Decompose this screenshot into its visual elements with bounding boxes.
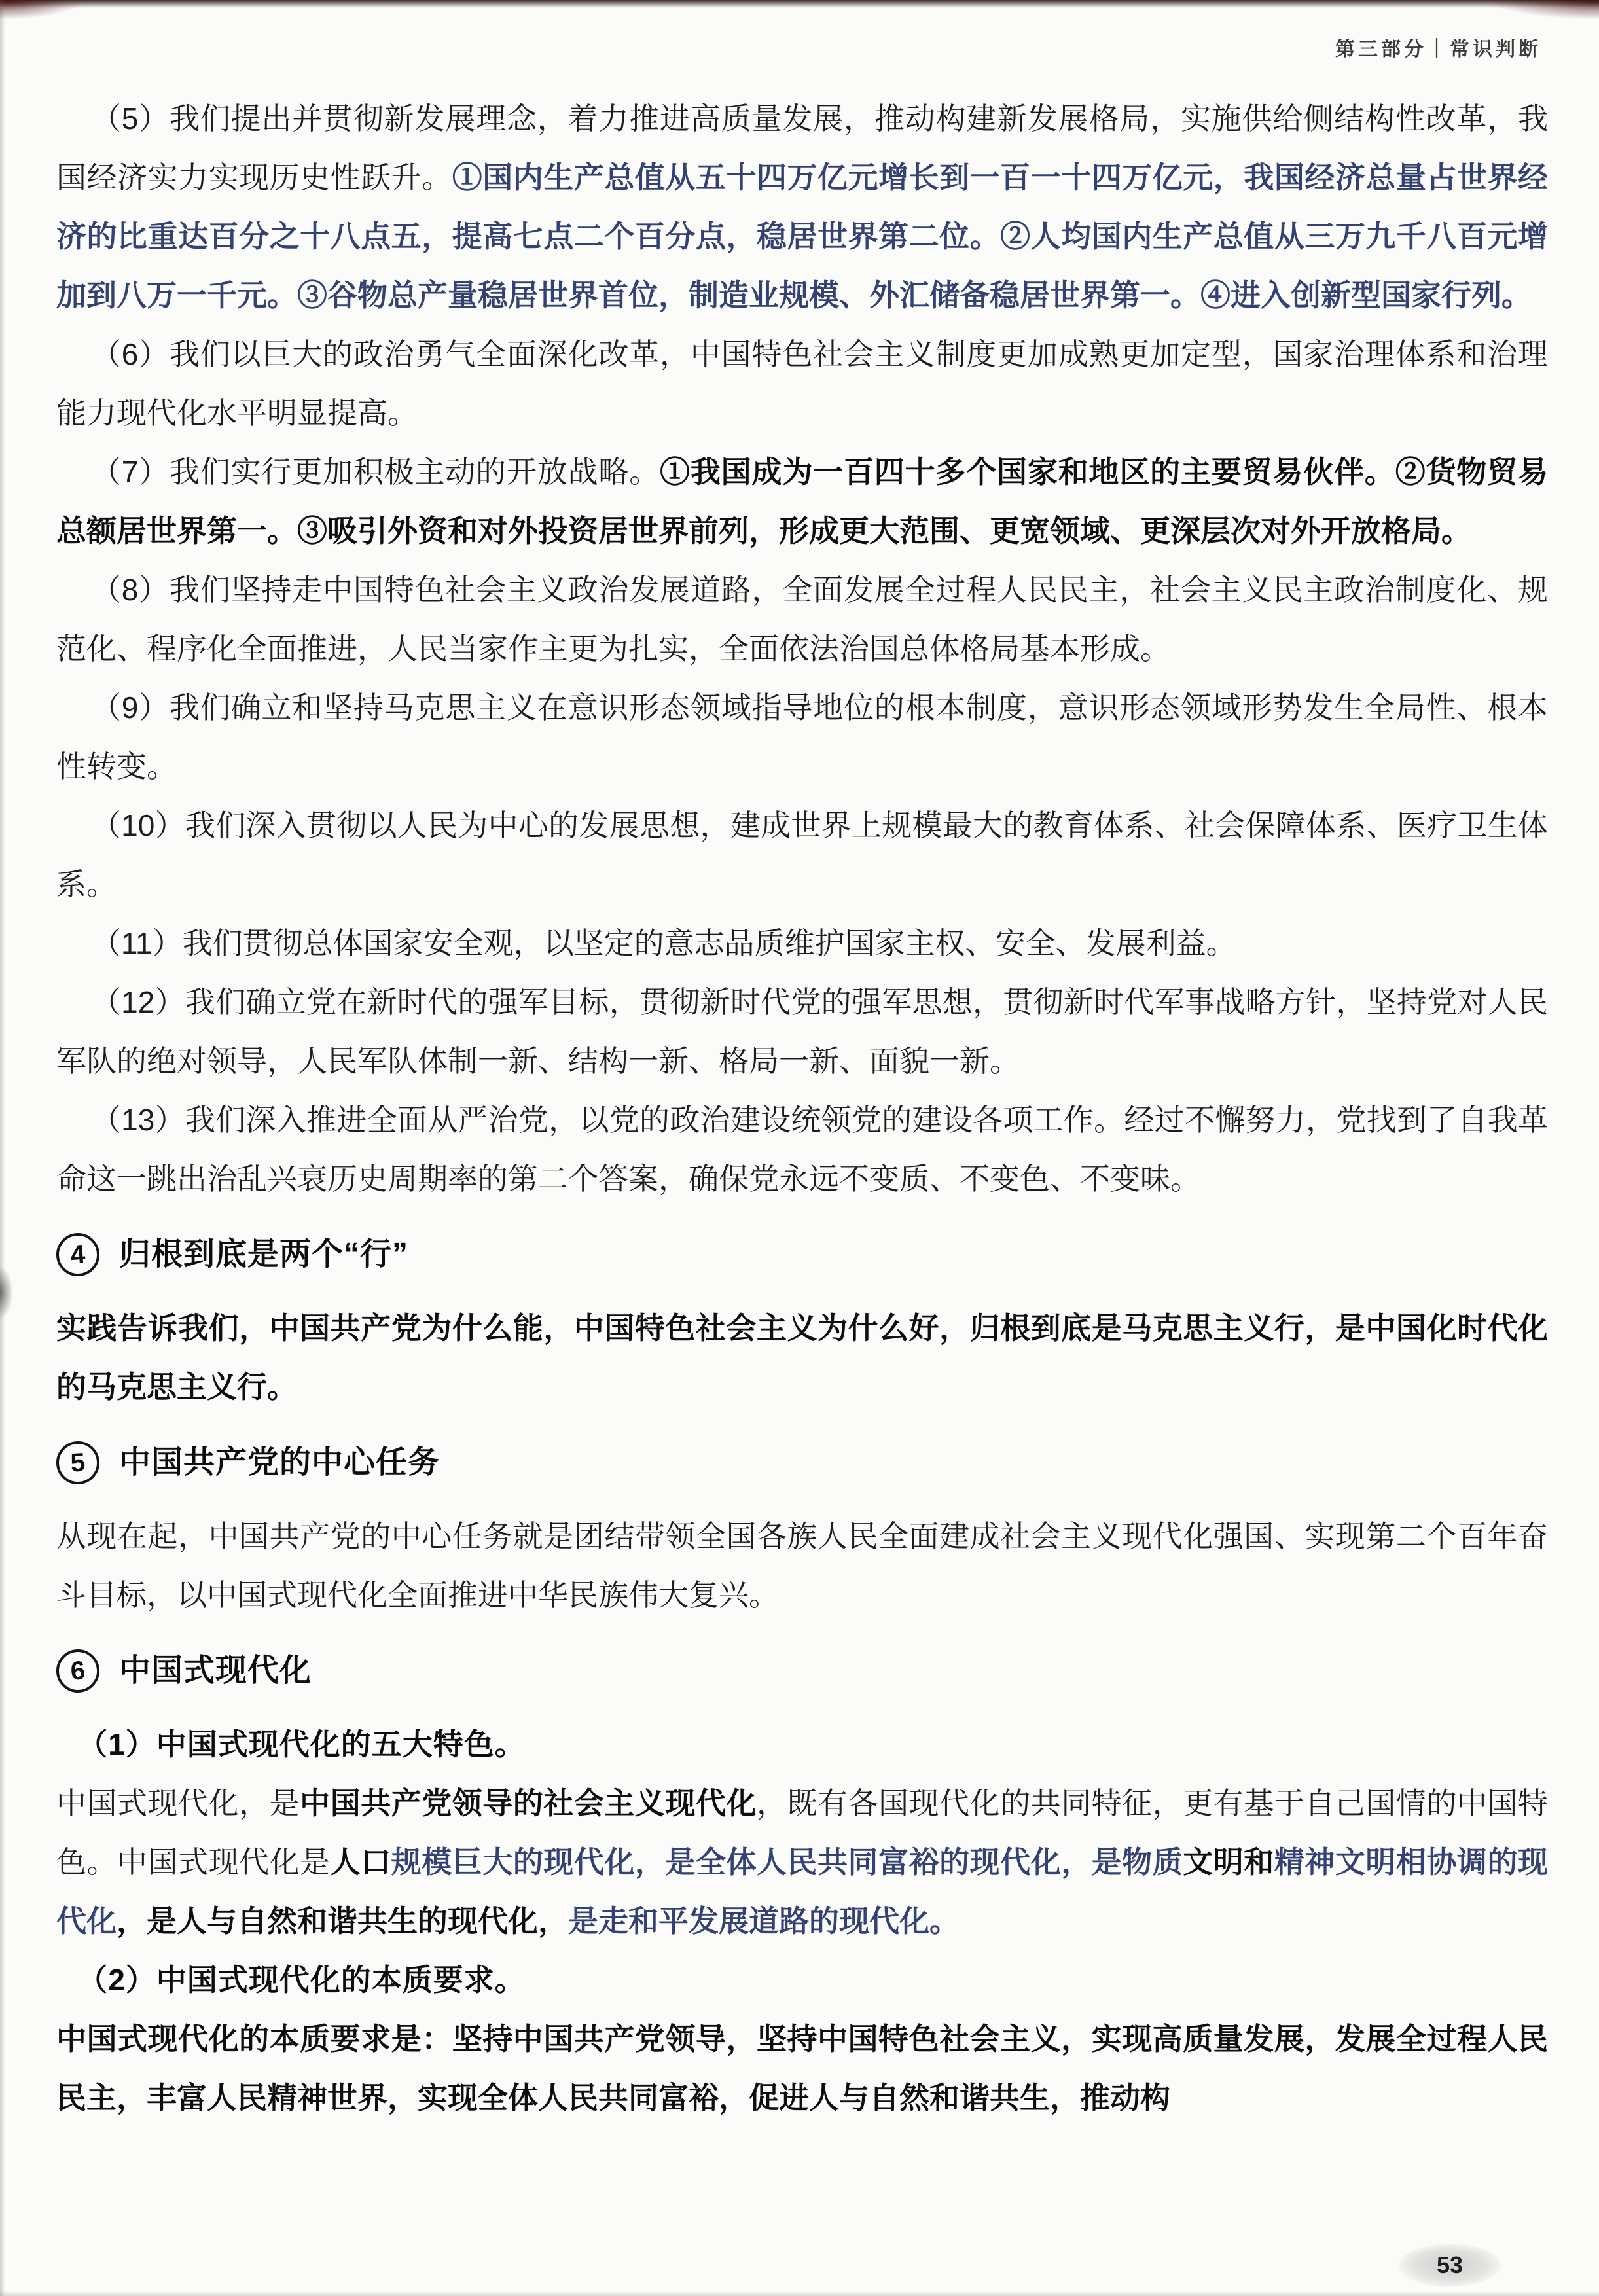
text-segment: ①我国成为一百四十多个国家和地区的主要贸易伙伴。②货物贸易总额居世界第一。③吸引外资和对外投资居世界前列，形成更大范围、更宽领域、更深层次对外开放格局。 <box>56 455 1548 548</box>
text-segment: （7）我们实行更加积极主动的开放战略。 <box>90 455 660 489</box>
paragraph <box>56 1507 1548 1624</box>
scan-edge-top <box>0 0 1599 8</box>
section-title: 归根到底是两个“行” <box>119 1237 409 1272</box>
text-segment: 中国式现代化，是 <box>56 1786 300 1820</box>
text-segment: ①国内生产总值从五十四万亿元增长到一百一十四万亿元，我国经济总量占世界经济的比重达百分之十八点五，提高七点二个百分点，稳居世界第二位。②人均国内生产总值从三万九千八百元增加到八万一千元。③谷物总产量稳居世界首位，制造业规模、外汇储备稳居世界第一。④进入创新型国家行列。 <box>56 160 1549 312</box>
paragraph <box>56 442 1548 560</box>
circled-number: 6 <box>55 1648 101 1694</box>
paragraph <box>56 1774 1548 1950</box>
paragraph <box>56 914 1548 973</box>
circled-number: 4 <box>55 1232 101 1278</box>
paragraph <box>56 325 1548 442</box>
text-segment: （8）我们坚持走中国特色社会主义政治发展道路，全面发展全过程人民民主，社会主义民主政治制度化、规范化、程序化全面推进，人民当家作主更为扎实，全面依法治国总体格局基本形成。 <box>56 573 1548 666</box>
text-segment: 是走和平发展道路的现代化。 <box>568 1904 960 1938</box>
text-segment: ，是人与自然和谐共生的现代化， <box>117 1904 568 1938</box>
paragraph <box>56 973 1548 1090</box>
sub-heading: （2）中国式现代化的本质要求。 <box>77 1963 526 1997</box>
paragraph <box>56 1090 1548 1208</box>
scan-corner-top-left <box>0 0 85 20</box>
text-segment: （12）我们确立党在新时代的强军目标，贯彻新时代党的强军思想，贯彻新时代军事战略方针，坚持党对人民军队的绝对领导，人民军队体制一新、结构一新、格局一新、面貌一新。 <box>56 985 1548 1078</box>
text-segment: （11）我们贯彻总体国家安全观，以坚定的意志品质维护国家主权、安全、发展利益。 <box>90 926 1236 960</box>
text-segment: 中国式现代化的本质要求是：坚持中国共产党领导，坚持中国特色社会主义，实现高质量发展，发展全过程人民民主，丰富人民精神世界，实现全体人民共同富裕，促进人与自然和谐共生，推动构 <box>56 2022 1548 2115</box>
text-segment: 中国共产党领导的社会主义现代化 <box>300 1786 757 1820</box>
scan-artifact-left <box>0 1266 13 1319</box>
text-segment: （5）我们提出并贯彻新发展理念，着力推进高质量发展，推动构建新发展格局，实施供给侧结构性改革，我国经济实力实现历史性跃升。 <box>56 101 1548 194</box>
text-segment: 规模巨大的现代化，是全体人民共同富裕的现代化，是物质 <box>391 1845 1183 1879</box>
text-segment: ，既有各国现代化的共同特征，更有基于自己国情的中国特色。中国式现代化是 <box>56 1786 1549 1879</box>
text-segment: 实践告诉我们，中国共产党为什么能，中国特色社会主义为什么好，归根到底是马克思主义行，是中国化时代化的马克思主义行。 <box>56 1311 1548 1404</box>
text-segment: 文明和 <box>1183 1845 1274 1879</box>
circled-number: 5 <box>55 1440 101 1486</box>
scan-edge-left <box>0 0 5 2296</box>
scan-corner-top-right <box>1488 0 1599 20</box>
sub-heading: （1）中国式现代化的五大特色。 <box>77 1727 526 1761</box>
text-segment: （9）我们确立和坚持马克思主义在意识形态领域指导地位的根本制度，意识形态领域形势发生全局性、根本性转变。 <box>56 691 1548 783</box>
text-segment: 人口 <box>330 1845 391 1879</box>
paragraph <box>56 1299 1548 1416</box>
page-number-badge <box>1399 2244 1501 2287</box>
paragraph <box>56 2009 1548 2127</box>
text-segment: （6）我们以巨大的政治勇气全面深化改革，中国特色社会主义制度更加成熟更加定型，国家治理体系和治理能力现代化水平明显提高。 <box>56 337 1548 430</box>
section-title: 中国式现代化 <box>119 1653 312 1688</box>
section-heading <box>56 1225 1548 1284</box>
section-title: 中国共产党的中心任务 <box>119 1445 440 1480</box>
paragraph <box>56 89 1548 325</box>
section-heading <box>56 1641 1548 1700</box>
running-header: 第三部分｜常识判断 <box>1335 39 1541 60</box>
text-segment: 从现在起，中国共产党的中心任务就是团结带领全国各族人民全面建成社会主义现代化强国、实现第二个百年奋斗目标，以中国式现代化全面推进中华民族伟大复兴。 <box>56 1519 1548 1612</box>
content <box>56 89 1548 2127</box>
text-segment: （10）我们深入贯彻以人民为中心的发展思想，建成世界上规模最大的教育体系、社会保障体系、医疗卫生体系。 <box>56 808 1548 901</box>
paragraph <box>56 796 1548 914</box>
section-heading <box>56 1433 1548 1492</box>
paragraph <box>56 678 1548 796</box>
paragraph <box>56 560 1548 678</box>
page-number: 53 <box>1436 2251 1464 2278</box>
text-segment: 精神文明相协调的现代化 <box>56 1845 1549 1938</box>
text-segment: （13）我们深入推进全面从严治党，以党的政治建设统领党的建设各项工作。经过不懈努力，党找到了自我革命这一跳出治乱兴衰历史周期率的第二个答案，确保党永远不变质、不变色、不变味。 <box>56 1103 1548 1196</box>
scan-edge-bottom <box>0 2291 1599 2296</box>
